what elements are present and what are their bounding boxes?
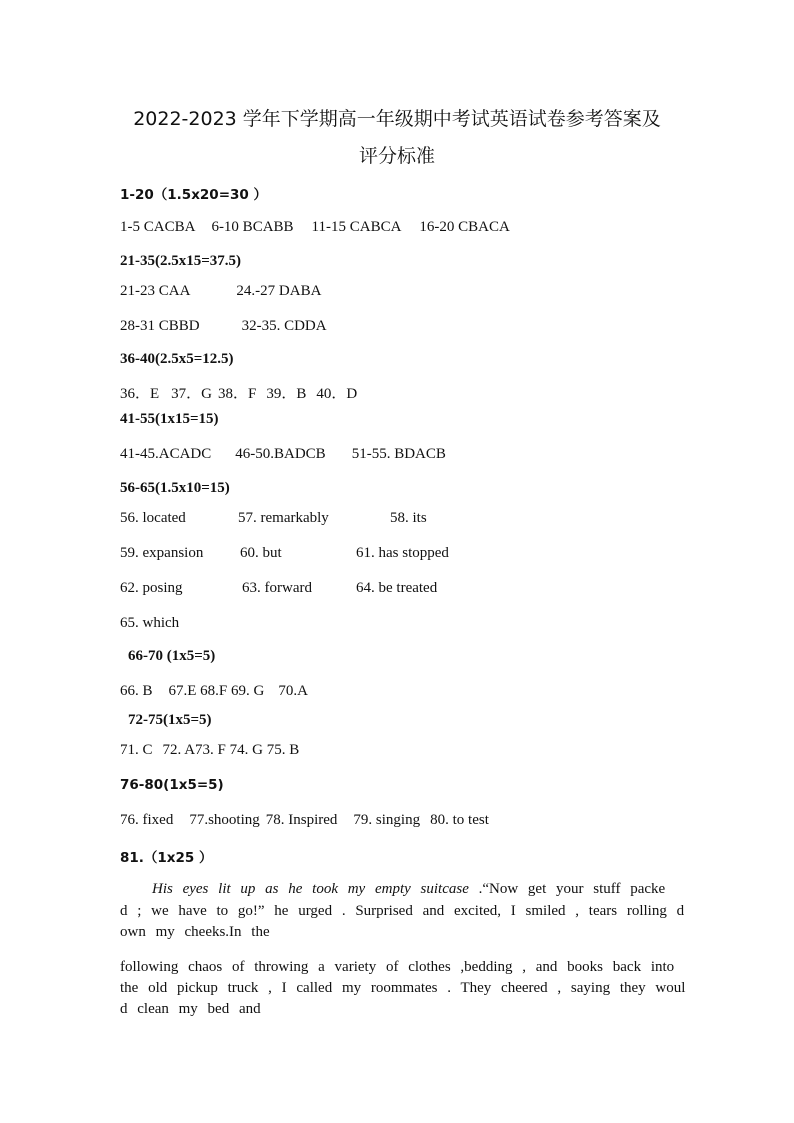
answer-item: 37．G xyxy=(171,386,213,402)
answer-group: 24.-27 DABA xyxy=(236,283,322,299)
answers-71-75 xyxy=(120,742,299,759)
answer-item: 39．B xyxy=(266,386,307,402)
answer-group: 21-23 CAA xyxy=(120,283,191,299)
essay-paragraph-2-line-3: d clean my bed and xyxy=(120,1001,261,1017)
document-title-line-1: 2022-2023 学年下学期高一年级期中考试英语试卷参考答案及 xyxy=(133,108,661,130)
section-heading-56-65: 56-65(1.5x10=15) xyxy=(120,480,230,496)
section-heading-81: 81.（1x25 ） xyxy=(120,850,213,866)
answers-36-40 xyxy=(120,382,357,403)
answer-group: 32-35. CDDA xyxy=(241,318,327,334)
answer-group: 46-50.BADCB xyxy=(235,446,326,462)
answers-28-35 xyxy=(120,318,327,335)
section-heading-36-40: 36-40(2.5x5=12.5) xyxy=(120,351,234,367)
section-heading-1-20: 1-20（1.5x20=30 ） xyxy=(120,187,267,203)
answer-item: 63. forward xyxy=(242,580,312,596)
answer-item: 70.A xyxy=(278,683,308,699)
essay-italic-opening: His eyes lit up as he took my empty suitcase xyxy=(152,881,469,897)
answer-item: 76. fixed xyxy=(120,812,174,828)
essay-text: .“Now get your stuff packe xyxy=(468,881,666,897)
essay-paragraph-1-line-2: d ; we have to go!” he urged . Surprised and excited, I smiled , tears rolling d xyxy=(120,903,685,919)
section-heading-66-70: 66-70 (1x5=5) xyxy=(128,648,216,664)
answer-group: 6-10 BCABB xyxy=(211,219,294,235)
answer-item: 77.shooting xyxy=(189,812,260,828)
answers-65 xyxy=(120,615,179,632)
essay-paragraph-1-line-3: own my cheeks.In the xyxy=(120,924,270,940)
answer-item: 60. but xyxy=(240,545,282,561)
answer-item: 61. has stopped xyxy=(356,545,449,561)
section-heading-72-75: 72-75(1x5=5) xyxy=(128,712,212,728)
answers-62-64 xyxy=(120,580,437,597)
answers-76-80 xyxy=(120,812,489,829)
answer-item: 57. remarkably xyxy=(238,510,329,526)
answers-66-70 xyxy=(120,683,308,700)
answer-group: 51-55. BDACB xyxy=(351,446,446,462)
answer-item: 78. Inspired xyxy=(265,812,338,828)
essay-paragraph-2-line-1: following chaos of throwing a variety of clothes ,bedding , and books back into xyxy=(120,959,675,975)
answer-group: 41-45.ACADC xyxy=(120,446,212,462)
section-heading-21-35: 21-35(2.5x15=37.5) xyxy=(120,253,242,269)
answer-item: 80. to test xyxy=(430,812,489,828)
essay-paragraph-1-line-1 xyxy=(152,881,665,898)
document-title-line-2: 评分标准 xyxy=(358,145,435,167)
answer-item: 58. its xyxy=(390,510,427,526)
answer-item: 36．E xyxy=(120,386,160,402)
answer-group: 16-20 CBACA xyxy=(419,219,510,235)
answer-item: 38．F xyxy=(218,386,257,402)
answer-item: 62. posing xyxy=(120,580,183,596)
answer-item: 72. A73. F 74. G 75. B xyxy=(162,742,300,758)
answer-item: 66. B xyxy=(120,683,153,699)
answer-item: 64. be treated xyxy=(356,580,438,596)
answers-21-27 xyxy=(120,283,321,300)
essay-paragraph-2-line-2: the old pickup truck , I called my roommates . They cheered , saying they woul xyxy=(120,980,686,996)
section-heading-76-80: 76-80(1x5=5) xyxy=(120,777,224,793)
answers-59-61 xyxy=(120,545,449,562)
answer-item: 67.E 68.F 69. G xyxy=(168,683,265,699)
section-heading-41-55: 41-55(1x15=15) xyxy=(120,411,219,427)
answers-56-58 xyxy=(120,510,427,527)
answer-item: 59. expansion xyxy=(120,545,204,561)
answer-item: 71. C xyxy=(120,742,153,758)
answer-item: 56. located xyxy=(120,510,186,526)
answer-item: 65. which xyxy=(120,615,180,631)
answers-1-20 xyxy=(120,219,510,236)
answers-41-55 xyxy=(120,446,446,463)
answer-item: 79. singing xyxy=(353,812,421,828)
answer-group: 11-15 CABCA xyxy=(311,219,402,235)
answer-group: 28-31 CBBD xyxy=(120,318,200,334)
answer-group: 1-5 CACBA xyxy=(120,219,196,235)
answer-item: 40．D xyxy=(316,386,358,402)
